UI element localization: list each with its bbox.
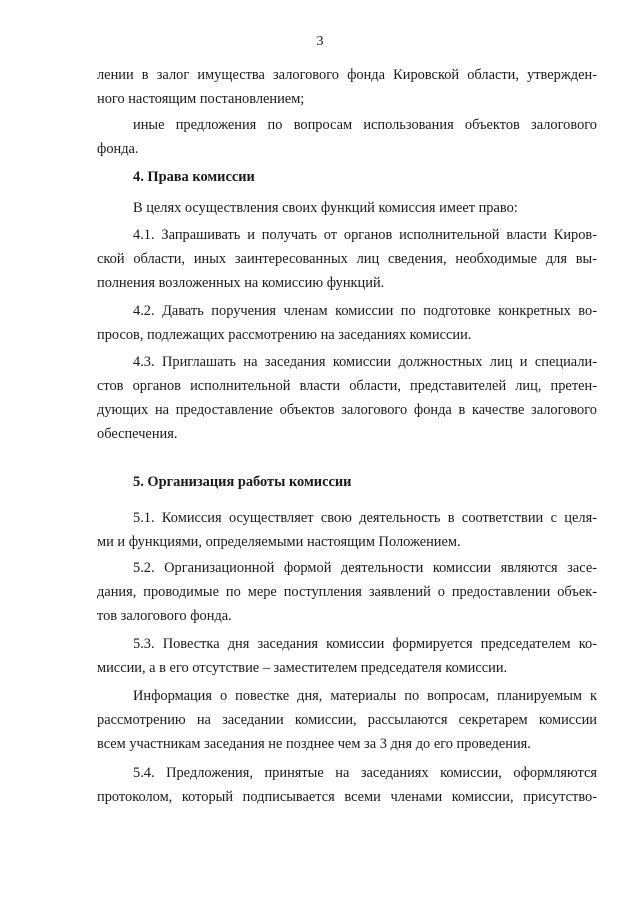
section-heading-4: 4. Права комиссии: [133, 169, 255, 185]
paragraph-other-proposals: [97, 113, 597, 161]
text-line: Информация о повестке дня, материалы по вопросам, планируемым к: [133, 688, 597, 704]
paragraph-continuation: [97, 63, 597, 111]
paragraph-4-2: [97, 299, 597, 347]
page-number: 3: [316, 34, 324, 49]
text-line: ного настоящим постановлением;: [97, 91, 305, 107]
paragraph-5-1: [97, 506, 597, 554]
text-line: 4.1. Запрашивать и получать от органов исполнительной власти Киров-: [133, 227, 597, 243]
paragraph-agenda-info: [97, 684, 597, 756]
text-line: фонда.: [97, 141, 139, 157]
text-line: стов органов исполнительной власти области, представителей лиц, претен-: [97, 378, 597, 394]
text-line: 4.3. Приглашать на заседания комиссии должностных лиц и специали-: [133, 354, 597, 370]
text-line: 5.4. Предложения, принятые на заседаниях комиссии, оформляются: [133, 765, 597, 781]
text-line: дующих на предоставление объектов залогового фонда в качестве залогового: [97, 402, 597, 418]
section-heading-5: 5. Организация работы комиссии: [133, 474, 352, 490]
paragraph-5-3: [97, 632, 597, 680]
text-line: тов залогового фонда.: [97, 608, 232, 624]
paragraph-5-2: [97, 556, 597, 628]
text-line: миссии, а в его отсутствие – заместителем председателя комиссии.: [97, 660, 508, 676]
text-line: 5.1. Комиссия осуществляет свою деятельность в соответствии с целя-: [133, 510, 597, 526]
text-line: протоколом, который подписывается всеми членами комиссии, присутство-: [97, 789, 597, 805]
text-line: В целях осуществления своих функций комиссия имеет право:: [133, 200, 518, 216]
text-line: просов, подлежащих рассмотрению на заседаниях комиссии.: [97, 327, 472, 343]
text-line: иные предложения по вопросам использования объектов залогового: [133, 117, 597, 133]
paragraph-5-4: [97, 761, 597, 809]
text-line: всем участникам заседания не позднее чем за 3 дня до его проведения.: [97, 736, 531, 752]
text-line: 5.2. Организационной формой деятельности комиссии являются засе-: [133, 560, 597, 576]
text-line: 5.3. Повестка дня заседания комиссии формируется председателем ко-: [133, 636, 597, 652]
text-line: ми и функциями, определяемыми настоящим Положением.: [97, 534, 461, 550]
text-line: полнения возложенных на комиссию функций.: [97, 275, 385, 291]
paragraph-4-1: [97, 223, 597, 295]
text-line: обеспечения.: [97, 426, 178, 442]
text-line: 4.2. Давать поручения членам комиссии по подготовке конкретных во-: [133, 303, 597, 319]
paragraph-4-3: [97, 350, 597, 446]
text-line: дания, проводимые по мере поступления заявлений о предоставлении объек-: [97, 584, 597, 600]
text-line: лении в залог имущества залогового фонда Кировской области, утвержден-: [97, 67, 597, 83]
text-line: ской области, иных заинтересованных лиц сведения, необходимые для вы-: [97, 251, 597, 267]
text-line: рассмотрению на заседании комиссии, рассылаются секретарем комиссии: [97, 712, 597, 728]
paragraph-rights-intro: [97, 196, 597, 220]
